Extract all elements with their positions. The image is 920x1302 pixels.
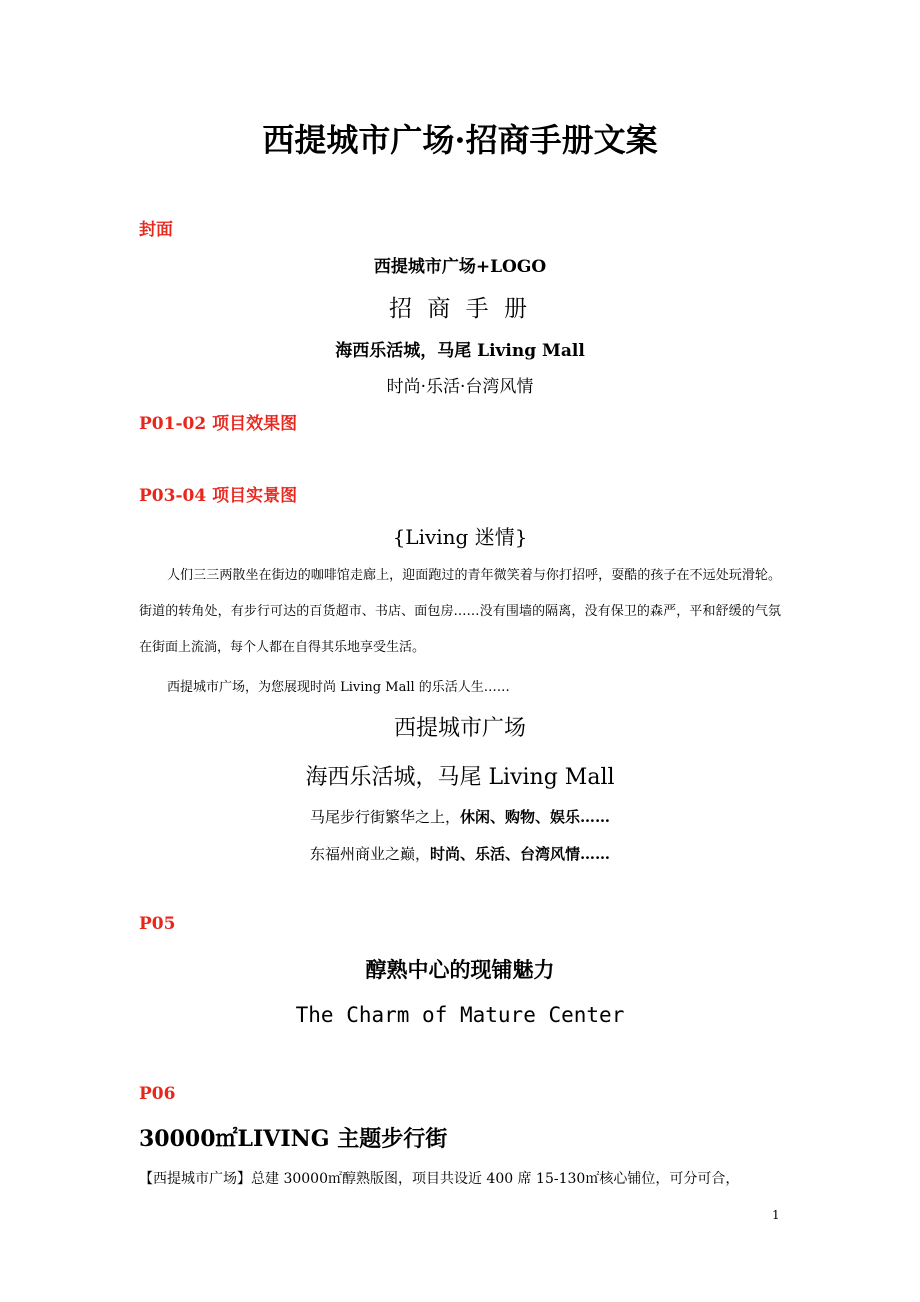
feature-line-b-plain: 东福州商业之巅， — [309, 845, 430, 863]
intro-line-2 — [167, 676, 510, 695]
section-heading-p05: P05 — [139, 914, 176, 934]
document-title: 西提城市广场·招商手册文案 — [262, 121, 658, 159]
feature-line-b-bold: 时尚、乐活、台湾风情…… — [430, 845, 611, 863]
p06-title: 30000㎡LIVING 主题步行街 — [139, 1126, 448, 1152]
p05-title-en: The Charm of Mature Center — [295, 1003, 625, 1027]
cover-tagline: 海西乐活城，马尾 Living Mall — [335, 341, 585, 361]
living-subtitle: {Living 迷情} — [392, 525, 528, 549]
feature-line-a-plain: 马尾步行街繁华之上， — [309, 808, 460, 826]
feature-line-a — [0, 806, 920, 827]
page-number: 1 — [772, 1208, 780, 1222]
section-heading-p01: P01-02 项目效果图 — [139, 414, 298, 434]
p06-body: 【西提城市广场】总建 30000㎡醇熟版图，项目共设近 400 席 15-130㎡核心铺位，可分可合， — [139, 1171, 740, 1187]
brand-slogan: 海西乐活城，马尾 Living Mall — [305, 765, 615, 790]
section-heading-p06: P06 — [139, 1084, 176, 1104]
feature-line-b — [0, 843, 920, 864]
section-heading-p03: P03-04 项目实景图 — [139, 486, 298, 506]
cover-subtagline: 时尚·乐活·台湾风情 — [386, 377, 534, 397]
cover-manual-title: 招 商 手 册 — [389, 296, 531, 322]
intro-line-2-text: 西提城市广场，为您展现时尚 Living Mall 的乐活人生…… — [167, 680, 510, 695]
feature-line-a-bold: 休闲、购物、娱乐…… — [460, 808, 611, 826]
cover-logo-line: 西提城市广场+LOGO — [373, 257, 547, 277]
intro-paragraph-text: 人们三三两散坐在街边的咖啡馆走廊上，迎面跑过的青年微笑着与你打招呼，耍酷的孩子在不远处玩滑轮。街道的转角处，有步行可达的百货超市、书店、面包房……没有围墙的隔离，没有保卫的森严，平和舒缓的气氛在街面上流淌，每个人都在自得其乐地享受生活。 — [139, 568, 781, 655]
brand-title: 西提城市广场 — [393, 716, 526, 741]
p05-title-cn: 醇熟中心的现铺魅力 — [365, 957, 555, 982]
section-heading-cover: 封面 — [139, 220, 173, 240]
intro-paragraph — [139, 558, 781, 666]
